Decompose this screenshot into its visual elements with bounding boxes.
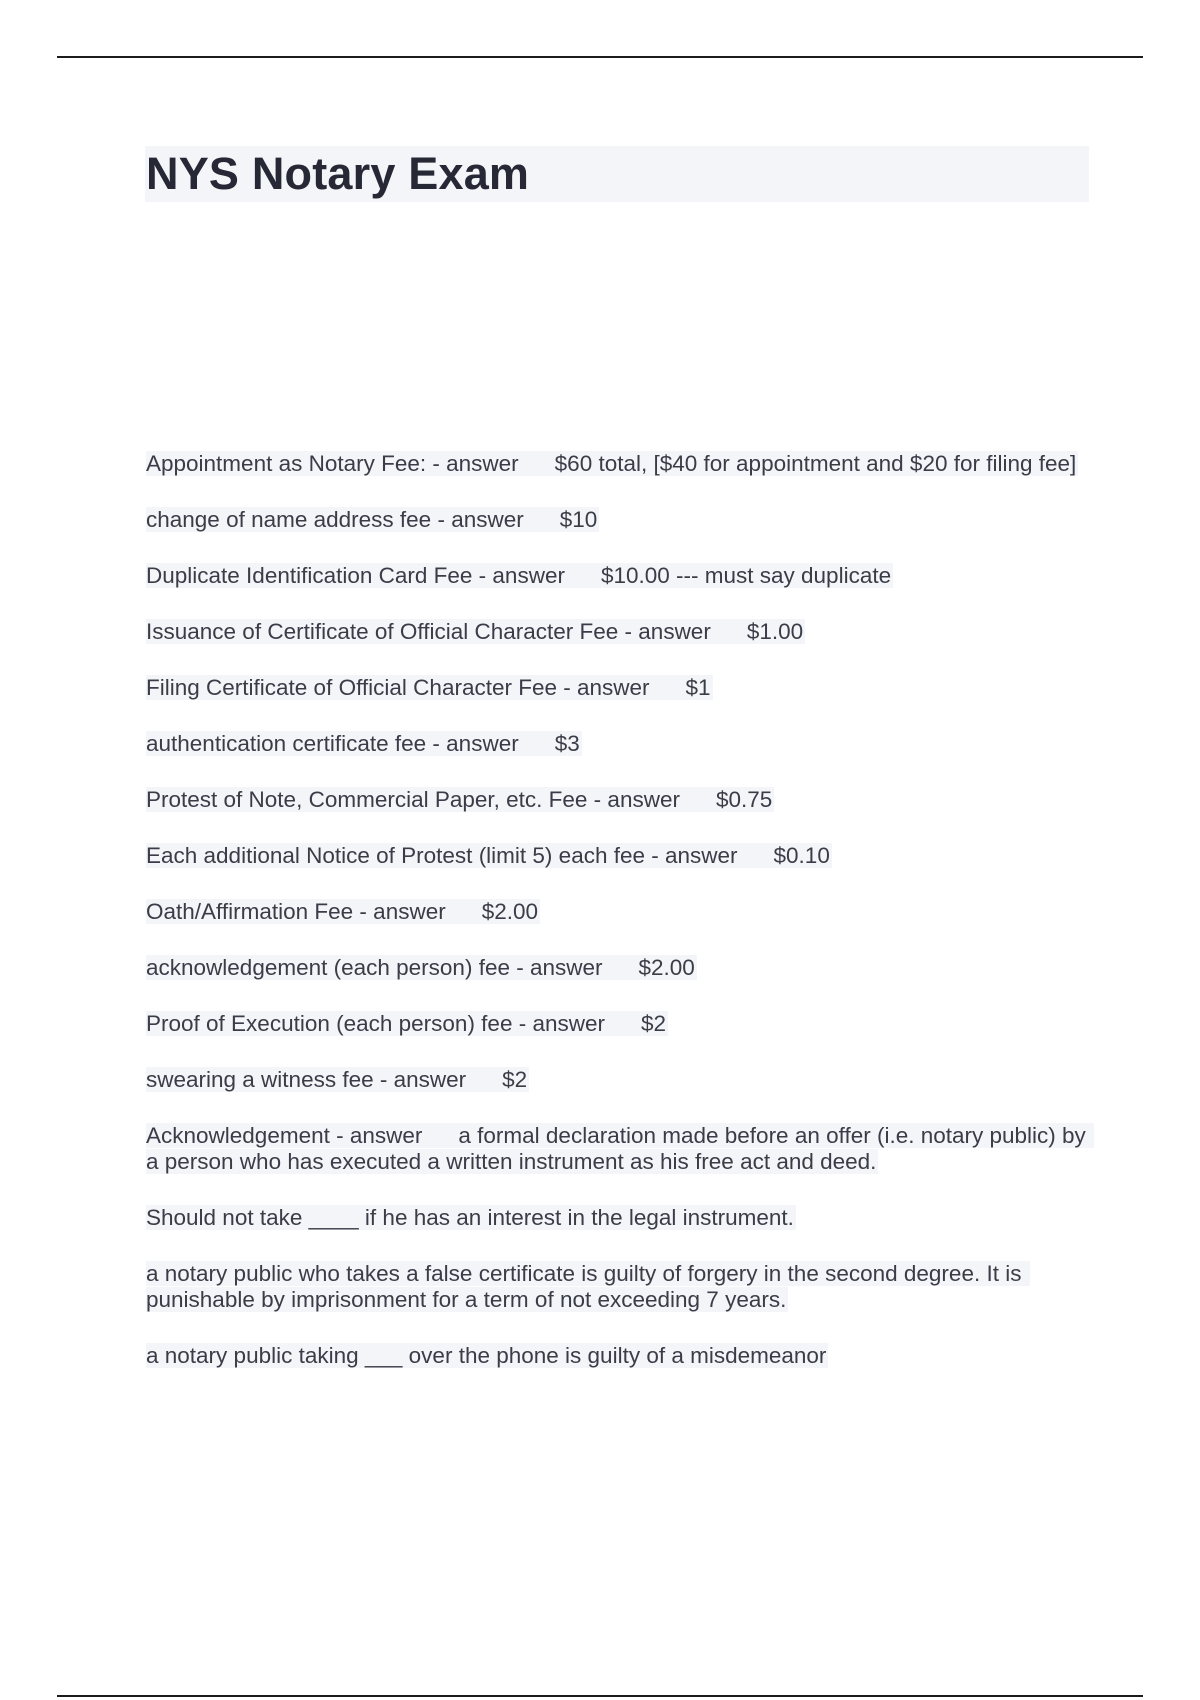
flashcard-item [146,675,1096,701]
flashcard-item [146,731,1096,757]
flashcard-item [146,787,1096,813]
flashcard-question: Acknowledgement - answer [146,1123,423,1148]
flashcard-item [146,1343,1096,1369]
flashcard-item [146,843,1096,869]
flashcard-item [146,507,1096,533]
flashcard-question: a notary public who takes a false certificate is guilty of forgery in the second degree. It is punishable by imprisonment for a term of not exceeding 7 years. [146,1261,1028,1312]
flashcard-item [146,1261,1096,1313]
flashcard-item [146,1123,1096,1175]
flashcard-question: Each additional Notice of Protest (limit 5) each fee - answer [146,843,738,868]
top-rule [57,56,1143,58]
bottom-rule [57,1695,1143,1697]
flashcard-item [146,451,1096,477]
flashcard-question: acknowledgement (each person) fee - answer [146,955,603,980]
flashcard-question: Filing Certificate of Official Character Fee - answer [146,675,650,700]
flashcard-item [146,1205,1096,1231]
flashcard-answer: $2.00 [638,955,695,980]
flashcard-answer: $10 [559,507,598,532]
flashcard-question: Duplicate Identification Card Fee - answer [146,563,565,588]
flashcard-answer: $10.00 --- must say duplicate [600,563,892,588]
flashcard-question: Protest of Note, Commercial Paper, etc. Fee - answer [146,787,680,812]
flashcard-item [146,1067,1096,1093]
flashcard-item [146,955,1096,981]
flashcard-question: Issuance of Certificate of Official Character Fee - answer [146,619,711,644]
flashcard-answer: $1 [685,675,711,700]
flashcard-item [146,563,1096,589]
flashcard-question: Proof of Execution (each person) fee - answer [146,1011,605,1036]
flashcard-question: change of name address fee - answer [146,507,524,532]
flashcard-question: swearing a witness fee - answer [146,1067,467,1092]
flashcard-question: Should not take ____ if he has an interest in the legal instrument. [146,1205,794,1230]
flashcard-answer: $0.10 [773,843,830,868]
flashcard-answer: a formal declaration made before an offer (i.e. notary public) by a person who has executed a written instrument as his free act and deed. [146,1123,1093,1174]
flashcard-answer: $60 total, [$40 for appointment and $20 for filing fee] [554,451,1077,476]
flashcard-question: Oath/Affirmation Fee - answer [146,899,446,924]
flashcard-answer: $3 [554,731,580,756]
flashcard-item [146,899,1096,925]
page-title: NYS Notary Exam [146,148,530,199]
flashcard-answer: $2 [502,1067,528,1092]
flashcard-answer: $1.00 [746,619,804,644]
flashcard-item [146,1011,1096,1037]
flashcard-question: Appointment as Notary Fee: - answer [146,451,519,476]
flashcard-question: authentication certificate fee - answer [146,731,519,756]
flashcard-question: a notary public taking ___ over the phone is guilty of a misdemeanor [146,1343,827,1368]
flashcard-list [146,451,1096,1399]
flashcard-item [146,619,1096,645]
flashcard-answer: $0.75 [715,787,773,812]
flashcard-answer: $2 [641,1011,667,1036]
flashcard-answer: $2.00 [481,899,539,924]
